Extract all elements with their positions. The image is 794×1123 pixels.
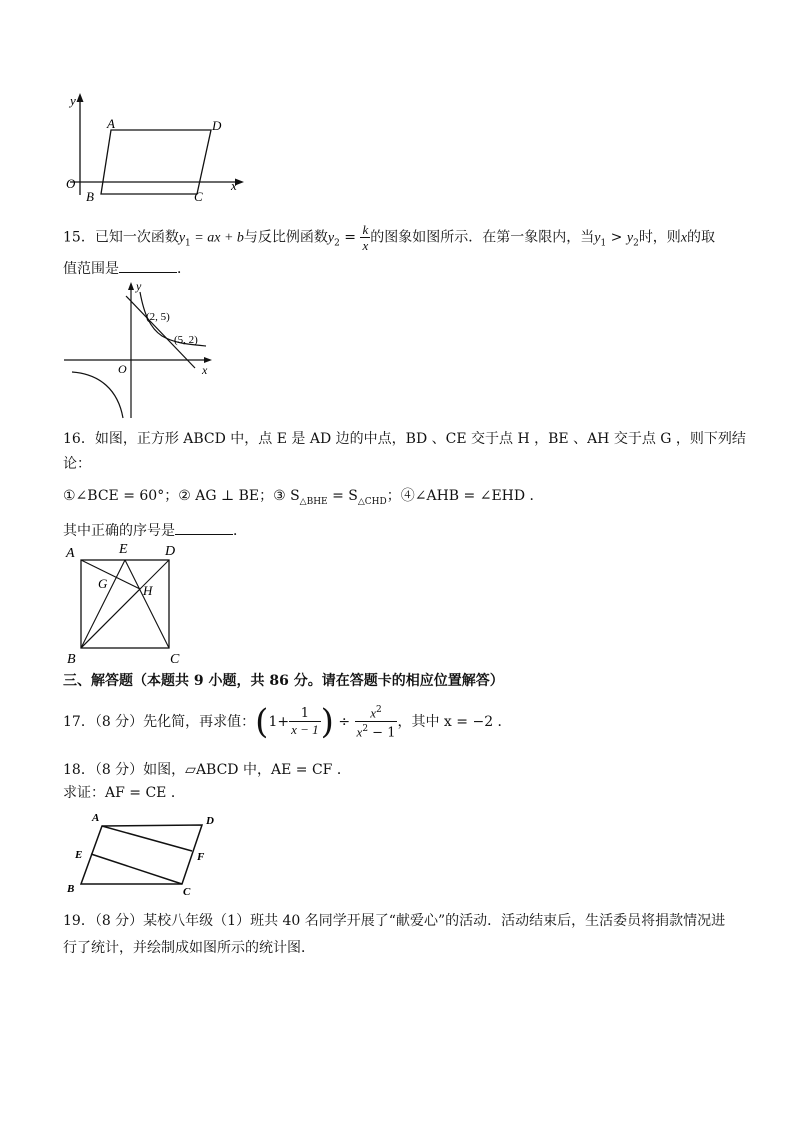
segment-ec — [91, 854, 182, 884]
parallelogram-abcd — [81, 825, 202, 884]
segment-ah — [81, 560, 140, 589]
math-y2: y — [327, 230, 335, 246]
label-o: O — [118, 362, 127, 376]
figure-parallelogram-ef — [60, 810, 230, 900]
denominator: x − 1 — [291, 722, 319, 738]
subscript: 1 — [600, 238, 607, 249]
numerator: k — [362, 222, 369, 237]
fraction-k-over-x — [360, 222, 370, 253]
question-17 — [63, 703, 512, 741]
segment-be — [81, 560, 125, 648]
denominator — [355, 722, 398, 740]
label-o: O — [66, 176, 76, 191]
label-b: B — [67, 652, 76, 667]
question-16-line-2: 论： — [63, 456, 91, 472]
question-15-line-2 — [63, 258, 191, 278]
label-a: A — [92, 812, 100, 824]
question-15-line-1 — [63, 222, 715, 253]
answer-blank[interactable] — [175, 522, 233, 535]
text: ． — [177, 261, 191, 277]
math: > — [606, 229, 627, 246]
math: − 1 — [368, 725, 396, 741]
superscript: 2 — [376, 705, 382, 715]
y-axis-arrow — [128, 282, 134, 290]
text: 的图象如图所示．在第一象限内，当 — [370, 229, 595, 246]
label-x: x — [231, 178, 237, 193]
numerator: 1 — [289, 706, 321, 722]
label-d: D — [165, 544, 176, 559]
subscript: △BHE — [299, 496, 328, 507]
label-point-2-5: (2, 5) — [146, 311, 170, 323]
text: ． — [233, 523, 247, 539]
label-f: F — [197, 851, 205, 863]
figure-parallelogram-axes — [60, 90, 250, 205]
denominator: x — [362, 238, 369, 253]
question-16-line-1: 16．如图，正方形 ABCD 中，点 E 是 AD 边的中点，BD 、CE 交于点 H ，BE 、AH 交于点 G ，则下列结 — [63, 431, 746, 447]
label-e: E — [75, 849, 83, 861]
right-paren: ) — [320, 701, 334, 742]
segment-ce — [125, 560, 169, 648]
text: ①∠BCE = 60°；② AG ⊥ BE；③ S — [63, 488, 300, 504]
text: 的取 — [687, 229, 716, 246]
question-number: 15． — [63, 229, 95, 246]
subscript: 1 — [185, 238, 191, 249]
figure-function-graph — [60, 280, 220, 420]
label-d: D — [206, 815, 214, 827]
left-paren: ( — [255, 701, 269, 742]
math-y1: y — [178, 230, 186, 246]
superscript: 2 — [362, 724, 369, 735]
question-16-line-4 — [63, 520, 247, 540]
math: x — [356, 724, 363, 740]
math: y — [626, 230, 634, 246]
parallelogram-abcd — [101, 130, 211, 194]
figure-square — [60, 538, 190, 668]
label-g: G — [98, 576, 108, 591]
label-a: A — [107, 116, 115, 131]
label-y: y — [70, 93, 76, 108]
text: ，其中 x = −2 ． — [397, 713, 512, 730]
label-a: A — [66, 546, 75, 561]
label-b: B — [67, 883, 75, 895]
math: x — [370, 705, 377, 721]
label-y: y — [136, 280, 142, 293]
question-18-line-1: 18．（8 分）如图，▱ABCD 中，AE = CF ． — [63, 762, 351, 778]
label-d: D — [212, 118, 222, 133]
hyperbola-branch-3 — [72, 372, 123, 418]
question-16-conclusions — [63, 485, 544, 507]
question-19-line-2: 行了统计，并绘制成如图所示的统计图． — [63, 940, 315, 956]
math: 1+ — [268, 713, 290, 730]
subscript: 2 — [633, 238, 639, 249]
label-c: C — [183, 886, 191, 898]
text: 值范围是 — [63, 261, 119, 277]
text: 其中正确的序号是 — [63, 523, 175, 539]
section-3-heading: 三、解答题（本题共 9 小题，共 86 分。请在答题卡的相应位置解答） — [63, 673, 504, 689]
text: 已知一次函数 — [94, 229, 179, 246]
subscript: 2 — [334, 238, 340, 249]
question-18-line-2: 求证：AF = CE ． — [63, 785, 185, 801]
math: x — [680, 230, 688, 246]
text: ；④∠AHB = ∠EHD ． — [386, 488, 544, 504]
label-c: C — [170, 652, 180, 667]
label-e: E — [119, 542, 128, 557]
label-x: x — [202, 363, 208, 377]
question-19-line-1: 19．（8 分）某校八年级（1）班共 40 名同学开展了“献爱心”的活动．活动结束后，生活委员将捐款情况进 — [63, 913, 726, 929]
text: = S — [327, 488, 358, 504]
subscript: △CHD — [357, 496, 387, 507]
segment-af — [102, 826, 192, 851]
math: ÷ — [333, 713, 355, 730]
math: y — [594, 230, 601, 246]
numerator — [355, 703, 398, 722]
math-eq2: = — [339, 229, 361, 246]
label-h: H — [143, 583, 153, 598]
text: 17．（8 分）先化简，再求值： — [63, 713, 256, 730]
label-point-5-2: (5, 2) — [174, 334, 198, 346]
text: 时，则 — [638, 229, 681, 246]
math-eq1: = ax + b — [190, 230, 244, 246]
answer-blank[interactable] — [119, 260, 177, 273]
label-b: B — [86, 189, 94, 204]
y-axis-arrow — [77, 93, 84, 102]
fraction-1-over-x-minus-1 — [289, 706, 321, 737]
segment-bh — [81, 589, 140, 648]
fraction-x2-over-x2-minus-1 — [355, 703, 398, 741]
label-c: C — [194, 189, 203, 204]
text: 与反比例函数 — [243, 229, 328, 246]
linear-function-line — [126, 296, 195, 368]
